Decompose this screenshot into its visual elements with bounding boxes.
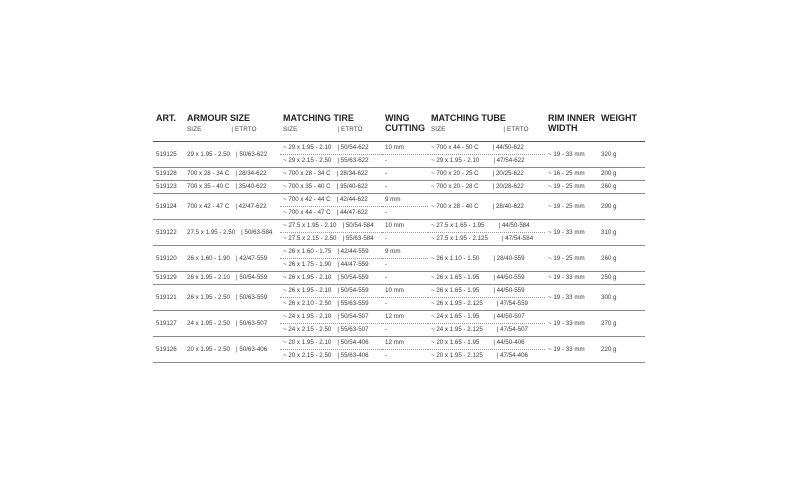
wing-cutting-cell [382, 193, 428, 206]
wing-cutting-cell-text: - [385, 170, 388, 177]
matching-tire-cell [280, 336, 382, 349]
art-cell-text: 519127 [156, 319, 177, 327]
rim-inner-width-cell-text: ~ 19 - 33 mm [548, 150, 585, 158]
weight-cell [598, 167, 645, 180]
wing-cutting-cell-text: - [385, 209, 388, 216]
tube-size-text: ~ 24 x 1.95 - 2.125 [431, 326, 483, 333]
wing-cutting-cell [382, 219, 428, 232]
rim-inner-width-cell-text: ~ 19 - 33 mm [548, 293, 585, 301]
tube-size-text: ~ 26 x 1.65 - 1.95 [431, 287, 480, 294]
armour-etrto-text: | 50/63-406 [236, 345, 268, 353]
tire-etrto-text: | 55/63-622 [337, 157, 369, 164]
wing-cutting-cell-text: 10 mm [385, 222, 404, 229]
tire-etrto-text: | 44/47-559 [337, 261, 369, 268]
tube-etrto-text: | 20/25-622 [492, 170, 524, 177]
tire-etrto-text: | 50/54-559 [337, 287, 369, 294]
rim-inner-width-cell [545, 167, 598, 180]
col-header-matching-tire: MATCHING TIRE SIZE | ETRTO [280, 111, 382, 141]
tire-size-text: ~ 26 x 1.60 - 1.75 [283, 248, 332, 255]
matching-tube-cell [428, 154, 545, 167]
rim-inner-width-cell [545, 310, 598, 336]
weight-cell [598, 310, 645, 336]
matching-tire-cell [280, 310, 382, 323]
matching-tube-cell [428, 284, 545, 297]
armour-size-cell [184, 219, 280, 245]
wing-cutting-cell [382, 258, 428, 271]
wing-cutting-cell [382, 349, 428, 362]
tube-etrto-text: | 47/54-584 [501, 235, 534, 242]
tube-size-text: ~ 26 x 1.95 - 2.125 [431, 300, 483, 307]
rim-inner-width-cell-text: ~ 19 - 33 mm [548, 274, 585, 281]
armour-size-cell [184, 336, 280, 362]
armour-size-cell [184, 141, 280, 167]
tire-etrto-text: | 42/44-559 [337, 248, 369, 255]
wing-cutting-cell-text: 12 mm [385, 339, 404, 346]
spec-table-container [153, 111, 645, 363]
art-cell [153, 271, 184, 284]
rim-inner-width-cell [545, 245, 598, 271]
tire-armour-spec-table [153, 111, 645, 363]
tire-size-text: ~ 26 x 1.95 - 2.10 [283, 287, 332, 294]
tube-size-text: ~ 26 x 1.10 - 1.50 [431, 254, 480, 262]
matching-tire-cell [280, 349, 382, 362]
armour-size-cell [184, 180, 280, 193]
rim-inner-width-cell [545, 219, 598, 245]
armour-size-text: 700 x 35 - 40 C [187, 183, 230, 190]
matching-tube-cell [428, 336, 545, 349]
armour-size-text: 26 x 1.95 - 2.50 [187, 293, 230, 301]
tire-subheader: SIZE | ETRTO [283, 126, 363, 133]
tire-etrto-text: | 50/54-507 [337, 313, 369, 320]
matching-tire-cell [280, 154, 382, 167]
matching-tube-cell [428, 219, 545, 232]
weight-cell [598, 336, 645, 362]
weight-cell [598, 245, 645, 271]
tube-etrto-text: | 20/28-622 [492, 183, 524, 190]
wing-cutting-cell [382, 310, 428, 323]
weight-cell [598, 284, 645, 310]
tube-etrto-text: | 47/54-507 [496, 326, 528, 333]
wing-cutting-cell-text: - [385, 235, 388, 242]
tube-etrto-text: | 47/54-622 [493, 157, 525, 164]
tire-etrto-text: | 55/63-559 [337, 300, 369, 307]
tube-size-text: ~ 20 x 1.65 - 1.95 [431, 339, 480, 346]
armour-size-cell [184, 167, 280, 180]
weight-cell-text: 320 g [601, 150, 617, 158]
matching-tire-cell [280, 245, 382, 258]
tube-size-text: ~ 27.5 x 1.95 - 2.125 [431, 235, 488, 242]
rim-inner-width-cell-text: ~ 19 - 25 mm [548, 183, 585, 190]
table-row [153, 193, 645, 206]
table-row [153, 310, 645, 323]
rim-inner-width-cell [545, 141, 598, 167]
armour-size-text: 29 x 1.95 - 2.50 [187, 150, 230, 158]
wing-cutting-cell [382, 206, 428, 219]
tube-size-text: ~ 20 x 1.95 - 2.125 [431, 352, 483, 359]
armour-etrto-text: | 50/54-559 [236, 274, 268, 281]
tube-etrto-text: | 47/54-406 [496, 352, 528, 359]
wing-cutting-cell-text: 12 mm [385, 313, 404, 320]
weight-cell-text: 300 g [601, 293, 617, 301]
art-cell [153, 141, 184, 167]
art-cell-text: 519128 [156, 170, 177, 177]
tire-size-text: ~ 26 x 1.75 - 1.90 [283, 261, 332, 268]
tube-etrto-text: | 44/50-584 [498, 222, 530, 229]
art-cell [153, 180, 184, 193]
rim-inner-width-cell-text: ~ 16 - 25 mm [548, 170, 585, 177]
col-header-art: ART. [153, 111, 184, 141]
tire-etrto-text: | 50/54-622 [337, 144, 369, 151]
table-row [153, 336, 645, 349]
tire-size-text: ~ 27.5 x 1.95 - 2.10 [283, 222, 337, 229]
wing-cutting-cell-text: - [385, 352, 388, 359]
art-cell-text: 519129 [156, 274, 177, 281]
tire-etrto-text: | 55/63-406 [337, 352, 369, 359]
table-row [153, 141, 645, 154]
matching-tire-cell [280, 193, 382, 206]
wing-cutting-cell [382, 167, 428, 180]
matching-tube-cell [428, 323, 545, 336]
tire-size-text: ~ 26 x 2.10 - 2.50 [283, 300, 332, 307]
weight-cell-text: 200 g [601, 170, 617, 177]
art-cell [153, 167, 184, 180]
wing-cutting-cell-text: 10 mm [385, 287, 404, 294]
table-row [153, 167, 645, 180]
wing-cutting-cell-text: 9 mm [385, 248, 401, 255]
tire-etrto-text: | 50/54-406 [337, 339, 369, 346]
matching-tube-cell [428, 232, 545, 245]
table-row [153, 284, 645, 297]
art-cell [153, 219, 184, 245]
rim-inner-width-cell-text: ~ 19 - 33 mm [548, 345, 585, 353]
weight-cell [598, 193, 645, 219]
tube-size-text: ~ 29 x 1.95 - 2.10 [431, 157, 480, 164]
wing-cutting-cell [382, 336, 428, 349]
armour-size-text: 24 x 1.95 - 2.50 [187, 319, 230, 327]
armour-etrto-text: | 42/47-559 [236, 254, 268, 262]
wing-cutting-cell [382, 271, 428, 284]
matching-tube-cell [428, 245, 545, 271]
col-header-armour-size: ARMOUR SIZE SIZE | ETRTO [184, 111, 280, 141]
matching-tube-cell [428, 167, 545, 180]
tube-size-text: ~ 27.5 x 1.65 - 1.95 [431, 222, 485, 229]
tube-size-text: ~ 26 x 1.65 - 1.95 [431, 274, 480, 281]
art-cell [153, 193, 184, 219]
art-cell-text: 519123 [156, 183, 177, 190]
matching-tire-cell [280, 219, 382, 232]
tire-etrto-text: | 50/54-584 [342, 222, 374, 229]
wing-cutting-cell-text: - [385, 274, 388, 281]
tube-etrto-text: | 44/50-507 [493, 313, 525, 320]
armour-etrto-text: | 35/40-622 [235, 183, 267, 190]
col-header-rim-inner-width: RIM INNER WIDTH [545, 111, 598, 141]
wing-cutting-cell [382, 284, 428, 297]
armour-size-cell [184, 193, 280, 219]
rim-inner-width-cell [545, 284, 598, 310]
tube-etrto-text: | 28/40-559 [493, 254, 525, 262]
armour-size-text: 700 x 28 - 34 C [187, 170, 230, 177]
col-header-matching-tube: MATCHING TUBE SIZE | ETRTO [428, 111, 545, 141]
tube-subheader: SIZE | ETRTO [431, 126, 529, 133]
rim-inner-width-cell [545, 336, 598, 362]
art-cell [153, 284, 184, 310]
tire-size-text: ~ 700 x 35 - 40 C [283, 183, 331, 190]
wing-cutting-cell-text: 10 mm [385, 144, 404, 151]
tube-size-text: ~ 700 x 20 - 25 C [431, 170, 479, 177]
armour-size-text: 26 x 1.60 - 1.90 [187, 254, 230, 262]
armour-size-text: 26 x 1.95 - 2.10 [187, 274, 230, 281]
matching-tube-cell [428, 180, 545, 193]
wing-cutting-cell [382, 297, 428, 310]
rim-inner-width-cell-text: ~ 19 - 25 mm [548, 202, 585, 210]
matching-tire-cell [280, 180, 382, 193]
rim-inner-width-cell [545, 193, 598, 219]
weight-cell-text: 220 g [601, 345, 617, 353]
matching-tire-cell [280, 258, 382, 271]
matching-tire-cell [280, 141, 382, 154]
tire-size-text: ~ 27.5 x 2.15 - 2.50 [283, 235, 337, 242]
wing-cutting-cell-text: 9 mm [385, 196, 401, 203]
col-header-weight: WEIGHT [598, 111, 645, 141]
col-header-wing-cutting: WING CUTTING [382, 111, 428, 141]
tire-etrto-text: | 55/63-584 [342, 235, 374, 242]
art-cell [153, 336, 184, 362]
header-row [153, 111, 645, 141]
wing-cutting-cell [382, 323, 428, 336]
armour-size-text: 700 x 42 - 47 C [187, 202, 230, 210]
armour-size-text: 27.5 x 1.95 - 2.50 [187, 228, 236, 236]
art-cell-text: 519124 [156, 202, 177, 210]
tire-size-text: ~ 24 x 1.95 - 2.10 [283, 313, 332, 320]
tube-size-text: ~ 700 x 44 - 50 C [431, 144, 479, 151]
matching-tire-cell [280, 232, 382, 245]
tire-size-text: ~ 24 x 2.15 - 2.50 [283, 326, 332, 333]
tube-etrto-text: | 47/54-559 [496, 300, 528, 307]
matching-tire-cell [280, 323, 382, 336]
weight-cell-text: 310 g [601, 228, 617, 236]
weight-cell-text: 260 g [601, 254, 617, 262]
rim-inner-width-cell-text: ~ 19 - 33 mm [548, 228, 585, 236]
art-cell-text: 519125 [156, 150, 177, 158]
matching-tire-cell [280, 206, 382, 219]
tube-etrto-text: | 44/50-622 [492, 144, 524, 151]
wing-cutting-cell [382, 141, 428, 154]
matching-tire-cell [280, 297, 382, 310]
wing-cutting-cell-text: - [385, 261, 388, 268]
weight-cell [598, 180, 645, 193]
wing-cutting-cell-text: - [385, 157, 388, 164]
wing-cutting-cell [382, 180, 428, 193]
matching-tube-cell [428, 141, 545, 154]
weight-cell-text: 270 g [601, 319, 617, 327]
wing-cutting-cell [382, 245, 428, 258]
tire-etrto-text: | 28/34-622 [336, 170, 368, 177]
wing-cutting-cell-text: - [385, 183, 388, 190]
wing-cutting-cell [382, 232, 428, 245]
matching-tube-cell [428, 310, 545, 323]
art-cell-text: 519122 [156, 228, 177, 236]
art-cell-text: 519121 [156, 293, 177, 301]
armour-subheader: SIZE | ETRTO [187, 126, 257, 133]
matching-tube-cell [428, 271, 545, 284]
wing-cutting-cell-text: - [385, 326, 388, 333]
rim-inner-width-cell [545, 180, 598, 193]
tire-size-text: ~ 20 x 1.95 - 2.10 [283, 339, 332, 346]
weight-cell-text: 260 g [601, 183, 617, 190]
tube-size-text: ~ 700 x 20 - 28 C [431, 183, 479, 190]
matching-tire-cell [280, 284, 382, 297]
tube-etrto-text: | 28/40-622 [492, 202, 524, 210]
table-row [153, 180, 645, 193]
table-row [153, 219, 645, 232]
weight-cell-text: 290 g [601, 202, 617, 210]
weight-cell [598, 271, 645, 284]
tire-etrto-text: | 35/40-622 [336, 183, 368, 190]
tire-size-text: ~ 29 x 1.95 - 2.10 [283, 144, 332, 151]
tube-etrto-text: | 44/50-559 [493, 287, 525, 294]
armour-etrto-text: | 50/63-507 [236, 319, 268, 327]
art-cell [153, 310, 184, 336]
tire-etrto-text: | 44/47-622 [336, 209, 368, 216]
tire-etrto-text: | 42/44-622 [336, 196, 368, 203]
wing-cutting-cell [382, 154, 428, 167]
armour-size-cell [184, 271, 280, 284]
matching-tube-cell [428, 349, 545, 362]
tube-etrto-text: | 44/50-406 [493, 339, 525, 346]
tire-size-text: ~ 700 x 28 - 34 C [283, 170, 331, 177]
rim-inner-width-cell [545, 271, 598, 284]
weight-cell [598, 219, 645, 245]
tire-etrto-text: | 55/63-507 [337, 326, 369, 333]
tire-etrto-text: | 50/54-559 [337, 274, 369, 281]
table-row [153, 271, 645, 284]
tube-size-text: ~ 700 x 28 - 40 C [431, 202, 479, 210]
table-body [153, 141, 645, 362]
armour-size-cell [184, 284, 280, 310]
armour-etrto-text: | 50/63-584 [241, 228, 273, 236]
armour-size-cell [184, 310, 280, 336]
tube-size-text: ~ 24 x 1.65 - 1.95 [431, 313, 480, 320]
wing-cutting-cell-text: - [385, 300, 388, 307]
art-cell-text: 519126 [156, 345, 177, 353]
rim-inner-width-cell-text: ~ 19 - 33 mm [548, 319, 585, 327]
art-cell-text: 519120 [156, 254, 177, 262]
matching-tube-cell [428, 297, 545, 310]
tire-size-text: ~ 20 x 2.15 - 2.50 [283, 352, 332, 359]
armour-etrto-text: | 42/47-622 [235, 202, 267, 210]
armour-etrto-text: | 50/63-622 [236, 150, 268, 158]
tube-etrto-text: | 44/50-559 [493, 274, 525, 281]
rim-inner-width-cell-text: ~ 19 - 25 mm [548, 254, 585, 262]
table-row [153, 245, 645, 258]
weight-cell-text: 250 g [601, 274, 617, 281]
tire-size-text: ~ 29 x 2.15 - 2.50 [283, 157, 332, 164]
weight-cell [598, 141, 645, 167]
art-cell [153, 245, 184, 271]
matching-tire-cell [280, 167, 382, 180]
matching-tire-cell [280, 271, 382, 284]
tire-size-text: ~ 700 x 42 - 44 C [283, 196, 331, 203]
tire-size-text: ~ 26 x 1.95 - 2.10 [283, 274, 332, 281]
armour-etrto-text: | 50/63-559 [236, 293, 268, 301]
armour-etrto-text: | 28/34-622 [235, 170, 267, 177]
matching-tube-cell [428, 193, 545, 219]
armour-size-text: 20 x 1.95 - 2.50 [187, 345, 230, 353]
tire-size-text: ~ 700 x 44 - 47 C [283, 209, 331, 216]
armour-size-cell [184, 245, 280, 271]
